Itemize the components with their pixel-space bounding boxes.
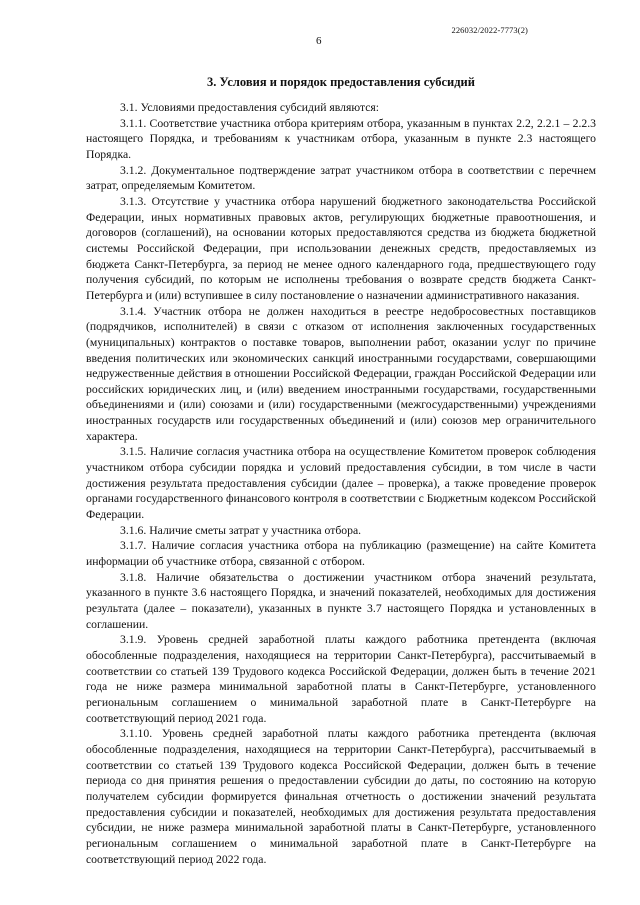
section-body xyxy=(86,100,596,867)
clause-3-1: 3.1. Условиями предоставления субсидий являются: xyxy=(120,101,380,114)
document-registration-number: 226032/2022-7773(2) xyxy=(451,25,528,35)
section-title: 3. Условия и порядок предоставления субсидий xyxy=(207,75,475,89)
clause-3-1-1: 3.1.1. Соответствие участника отбора критериям отбора, указанным в пунктах 2.2, 2.2.1 – 2.2.3 настоящего Порядка, и требованиям к участникам отбора, указанным в пункте 2.3 настоящего Порядка. xyxy=(86,116,596,161)
clause-3-1-9: 3.1.9. Уровень средней заработной платы каждого работника претендента (включая обособленные подразделения, находящиеся на территории Санкт-Петербурга), рассчитываемый в соответствии со статьей 139 Трудового кодекса Российской Федерации, должен быть в течение 2021 года не ниже размера минимальной заработной платы в Санкт-Петербурге, установленного региональным соглашением о минимальной заработной плате в Санкт-Петербурге на соответствующий период 2021 года. xyxy=(86,633,596,725)
clause-3-1-10: 3.1.10. Уровень средней заработной платы каждого работника претендента (включая обособленные подразделения, находящиеся на территории Санкт-Петербурга), рассчитываемый в соответствии со статьей 139 Трудового кодекса Российской Федерации, должен быть в течение периода со дня принятия решения о предоставлении субсидии до даты, по состоянию на которую получателем субсидии формируется финальная отчетность о достижении значений результата предоставления субсидии и показателей, необходимых для достижения результата предоставления субсидии, не ниже размера минимальной заработной платы в Санкт-Петербурге, установленного региональным соглашением о минимальной заработной плате в Санкт-Петербурге на соответствующий период 2022 года. xyxy=(86,727,596,866)
clause-3-1-6: 3.1.6. Наличие сметы затрат у участника отбора. xyxy=(120,523,362,537)
clause-3-1-8: 3.1.8. Наличие обязательства о достижении участником отбора значений результата, указанного в пункте 3.6 настоящего Порядка, и значений показателей, необходимых для достижения результата (далее – показатели), указанных в пункте 3.7 настоящего Порядка и установленных в соглашении. xyxy=(86,570,596,631)
clause-3-1-7: 3.1.7. Наличие согласия участника отбора на публикацию (размещение) на сайте Комитета информации об участнике отбора, связанной с отбором. xyxy=(86,539,596,569)
clause-3-1-4: 3.1.4. Участник отбора не должен находиться в реестре недобросовестных поставщиков (подрядчиков, исполнителей) в связи с отказом от исполнения заключенных государственных (муниципальных) контрактов о поставке товаров, выполнении работ, оказании услуг по причине введения политических или экономических санкций иностранными государствами, совершающими недружественные действия в отношении Российской Федерации, граждан Российской Федерации или российских юридических лиц, и (или) введением иностранными государствами, государственными объединениями и (или) союзами и (или) государственными (межгосударственными) учреждениями иностранных государств или государственных объединений и (или) союзов мер ограничительного характера. xyxy=(86,304,596,443)
clause-3-1-3: 3.1.3. Отсутствие у участника отбора нарушений бюджетного законодательства Российской Федерации, иных нормативных правовых актов, регулирующих бюджетные правоотношения, и договоров (соглашений), на основании которых предоставляются средства из бюджета бюджетной системы Российской Федерации, при использовании денежных средств, предоставляемых из бюджета Санкт-Петербурга, за период не менее одного календарного года, предшествующего году получения субсидий, по которым не исполнены требования о возврате средств бюджета Санкт-Петербурга и (или) вступившее в силу постановление о назначении административного наказания. xyxy=(86,194,596,302)
page-number: 6 xyxy=(316,35,322,47)
clause-3-1-2: 3.1.2. Документальное подтверждение затрат участником отбора в соответствии с перечнем затрат, определяемым Комитетом. xyxy=(86,163,596,193)
clause-3-1-5: 3.1.5. Наличие согласия участника отбора на осуществление Комитетом проверок соблюдения участником отбора субсидии порядка и условий предоставления субсидии, в том числе в части достижения результата предоставления субсидии (далее – проверка), а также проведение проверок органами государственного финансового контроля в соответствии с Бюджетным кодексом Российской Федерации. xyxy=(86,445,596,522)
